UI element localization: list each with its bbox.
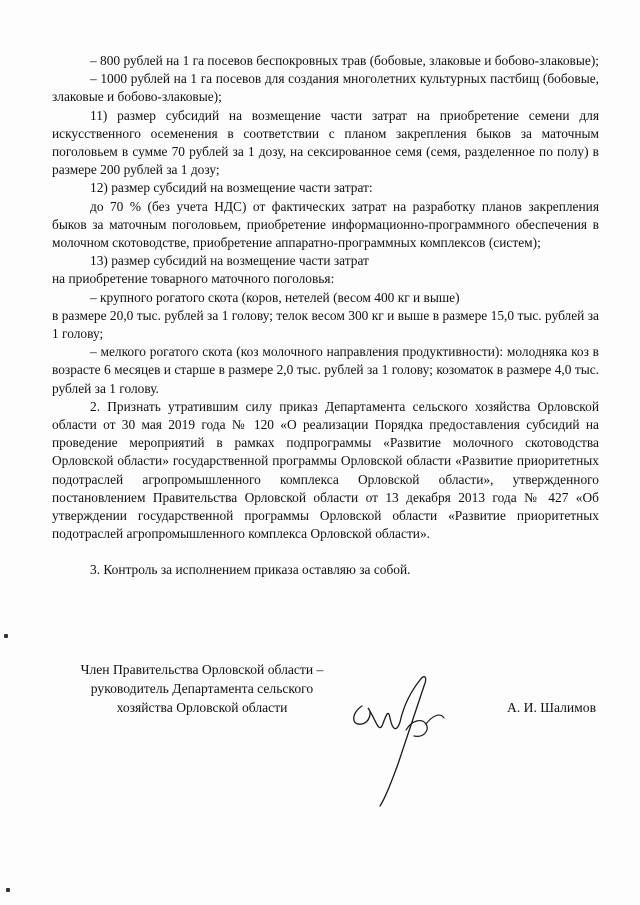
paragraph-cattle-rates: в размере 20,0 тыс. рублей за 1 голову; телок весом 300 кг и выше в размере 15,0 тыс. рублей за 1 голову; xyxy=(52,307,599,342)
position-line-1: Член Правительства Орловской области – xyxy=(80,662,324,677)
paragraph-point-3: 3. Контроль за исполнением приказа оставляю за собой. xyxy=(90,562,411,578)
position-line-3: хозяйства Орловской области xyxy=(116,700,288,715)
paragraph-1000-rub: – 1000 рублей на 1 га посевов для создания многолетних культурных пастбищ (бобовые, злаковые и бобово-злаковые); xyxy=(52,71,599,105)
scan-mark xyxy=(4,634,8,638)
paragraph-goats: – мелкого рогатого скота (коз молочного направления продуктивности): молодняка коз в возрасте 6 месяцев и старше в размере 2,0 тыс. рублей за 1 голову; козоматок в размере 4,0 тыс. рублей за 1 голову. xyxy=(52,344,599,396)
paragraph-cattle: – крупного рогатого скота (коров, нетелей (весом 400 кг и выше) xyxy=(90,289,460,305)
paragraph-item-13: 13) размер субсидий на возмещение части затрат xyxy=(90,253,369,269)
paragraph-item-11: 11) размер субсидий на возмещение части затрат на приобретение семени для искусственного осеменения в соответствии с планом закрепления быков за маточным поголовьем в сумме 70 рублей за 1 дозу, на сексированное семя (семя, разделенное по полу) в размере 200 рублей за 1 дозу; xyxy=(52,107,599,178)
paragraph-item-12: 12) размер субсидий на возмещение части затрат: xyxy=(90,180,373,196)
position-line-2: руководитель Департамента сельского xyxy=(90,681,314,696)
paragraph-item-12-detail: до 70 % (без учета НДС) от фактических затрат на разработку планов закрепления быков за маточным поголовьем, приобретение информационно-программного обеспечения в молочном скотоводстве, приобретение аппаратно-программных комплексов (систем); xyxy=(52,198,599,251)
body-text xyxy=(52,52,599,580)
signatory-position xyxy=(52,660,352,717)
scan-mark xyxy=(6,888,10,892)
paragraph-point-2: 2. Признать утратившим силу приказ Департамента сельского хозяйства Орловской области от 30 мая 2019 года № 120 «О реализации Порядка предоставления субсидий на проведение мероприятий в рамках подпрограммы «Развитие молочного скотоводства Орловской области» государственной программы Орловской области «Развитие приоритетных подотраслей агропромышленного комплекса Орловской области», утвержденного постановлением Правительства Орловской области от 13 декабря 2013 года № 427 «Об утверждении государственной программы Орловской области «Развитие приоритетных подотраслей агропромышленного комплекса Орловской области». xyxy=(52,398,599,542)
handwritten-signature xyxy=(340,660,470,810)
paragraph-item-13-cont: на приобретение товарного маточного поголовья: xyxy=(52,271,335,287)
paragraph-800-rub: – 800 рублей на 1 га посевов беспокровных трав (бобовые, злаковые и бобово-злаковые); xyxy=(90,53,599,68)
signatory-name: А. И. Шалимов xyxy=(507,700,596,715)
